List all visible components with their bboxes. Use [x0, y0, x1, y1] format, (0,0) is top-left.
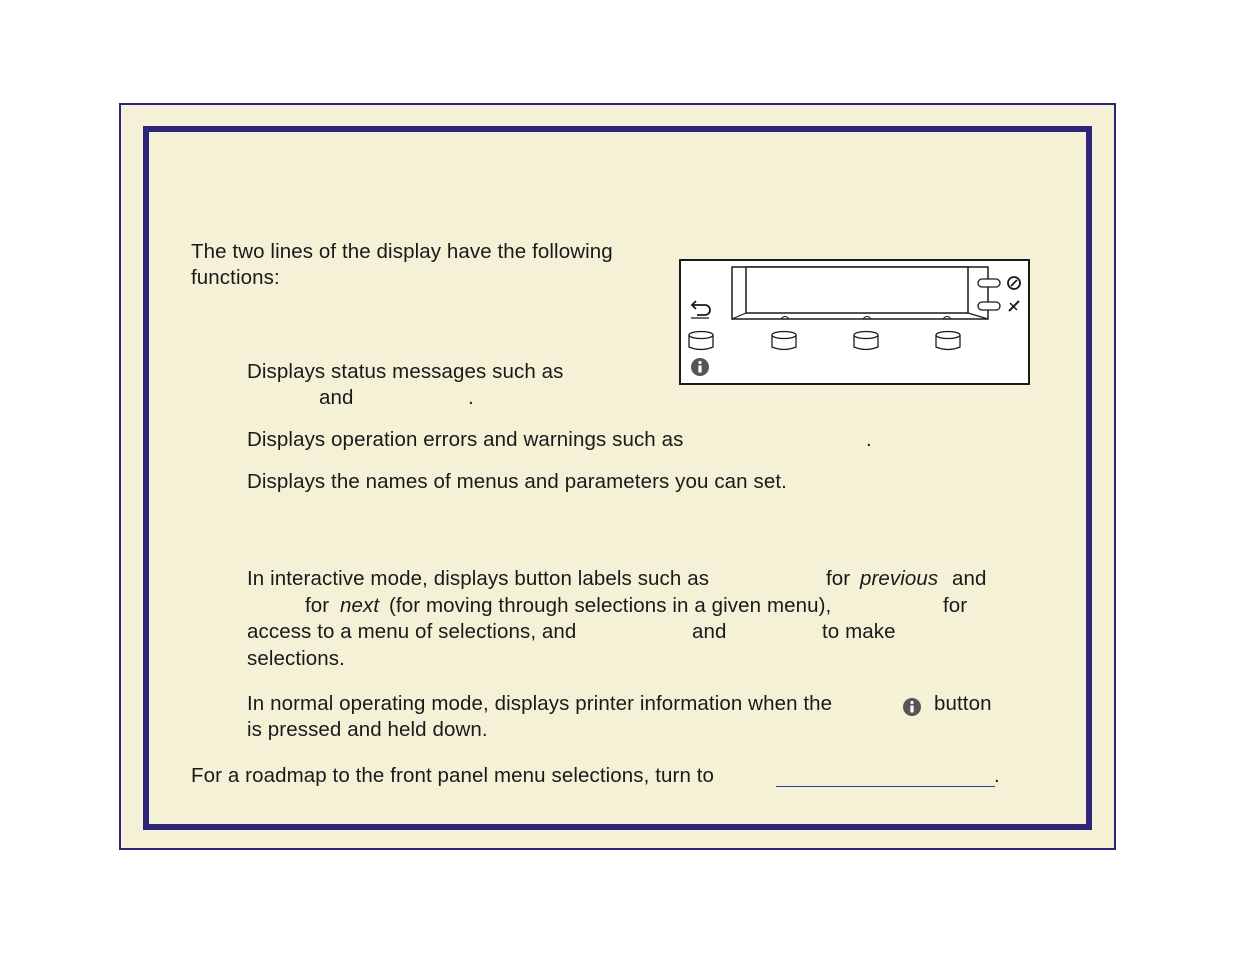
info-icon[interactable]: [691, 358, 709, 376]
roadmap-period: .: [994, 764, 1000, 787]
cancel-icon: [1008, 277, 1020, 289]
info-icon: [902, 697, 922, 717]
interactive-for-3: for: [943, 594, 968, 617]
interactive-next: next: [340, 594, 380, 617]
interactive-line-3: access to a menu of selections, and: [247, 620, 577, 643]
interactive-and-2: and: [692, 620, 727, 643]
interactive-and-1: and: [952, 567, 987, 590]
interactive-line-4: selections.: [247, 647, 345, 670]
interactive-line-1: In interactive mode, displays button labels such as: [247, 567, 710, 590]
wrench-icon: [1009, 301, 1019, 311]
interactive-to-make: to make: [822, 620, 896, 643]
front-panel-diagram: [679, 259, 1030, 385]
soft-key-2[interactable]: [854, 332, 878, 350]
soft-key-1[interactable]: [772, 332, 796, 350]
back-arrow-icon: [691, 301, 710, 318]
roadmap-link[interactable]: [776, 786, 995, 787]
intro-line-1: The two lines of the display have the following: [191, 240, 613, 263]
interactive-previous: previous: [860, 567, 939, 590]
errors-description: Displays operation errors and warnings such as: [247, 428, 684, 451]
roadmap-text: For a roadmap to the front panel menu selections, turn to: [191, 764, 715, 787]
back-button[interactable]: [689, 332, 713, 350]
interactive-for-1: for: [826, 567, 851, 590]
menus-description: Displays the names of menus and parameters you can set.: [247, 470, 787, 493]
interactive-for-2: for: [305, 594, 330, 617]
online-button[interactable]: [978, 302, 1000, 310]
interactive-line-2: (for moving through selections in a given menu),: [389, 594, 832, 617]
normal-line-2: is pressed and held down.: [247, 718, 488, 741]
intro-line-2: functions:: [191, 266, 280, 289]
errors-period: .: [866, 428, 872, 451]
soft-key-3[interactable]: [936, 332, 960, 350]
status-and: and: [319, 386, 354, 409]
normal-button-word: button: [934, 692, 992, 715]
normal-line-1: In normal operating mode, displays printer information when the: [247, 692, 833, 715]
display-window: [732, 267, 988, 319]
status-description: Displays status messages such as: [247, 360, 564, 383]
status-period: .: [468, 386, 474, 409]
cancel-button[interactable]: [978, 279, 1000, 287]
